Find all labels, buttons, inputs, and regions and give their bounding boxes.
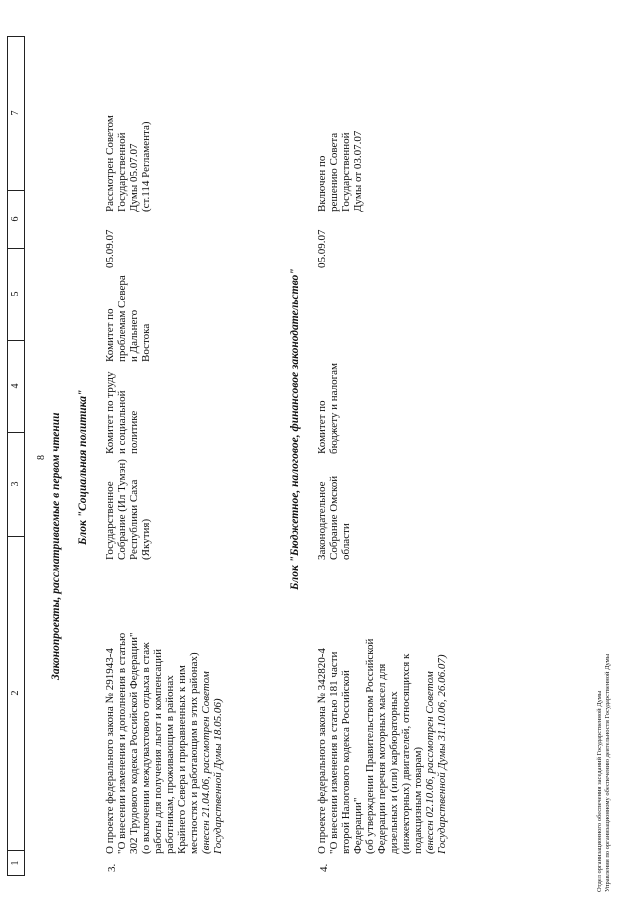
column-number: 7 <box>8 36 24 191</box>
footer-line: Управления по организационному обеспечению деятельности Государственной Думы <box>604 653 611 892</box>
bill-title <box>104 564 224 854</box>
bill-title-line: (об утверждении Правительством Российской <box>364 638 376 854</box>
co-committee-line: проблемам Севера <box>116 275 128 362</box>
bill-title-line: дизельных и (или) карбюраторных <box>388 691 400 854</box>
page-number: 8 <box>36 455 47 460</box>
column-number: 2 <box>8 536 24 851</box>
initiator-line: Законодательное <box>316 481 328 560</box>
bill-title-line: О проекте федерального закона № 342820-4 <box>316 648 328 854</box>
bill-title-line: (инжекторных) двигателей, относящихся к <box>400 653 412 854</box>
bill-title-line: (о включении междувахтового отдыха в стаж <box>140 642 152 854</box>
status <box>104 62 152 212</box>
footer-line: Отдел организационного обеспечения заседаний Государственной Думы <box>596 690 603 892</box>
initiator-line: Собрание (Ил Тумэн) <box>116 459 128 560</box>
footer <box>596 654 612 892</box>
co-committee-line: Комитет по <box>104 308 116 362</box>
bill-title-line: работы для получения льгот и компенсаций <box>152 649 164 854</box>
initiator-line: Республики Саха <box>128 479 140 560</box>
block-title-budget-tax: Блок "Бюджетное, налоговое, финансовое законодательство" <box>289 268 301 590</box>
initiator <box>316 456 352 560</box>
bill-title-line: Федерации" <box>352 797 364 854</box>
bill-title-line: 302 Трудового кодекса Российской Федерации" <box>128 632 140 854</box>
bill-title-line: местностях и работающим в этих районах) <box>188 652 200 854</box>
bill-title <box>316 564 448 854</box>
committee-line: бюджету и налогам <box>328 363 340 454</box>
initiator <box>104 456 152 560</box>
review-date: 05.09.07 <box>104 229 116 268</box>
bill-note-line: Государственной Думы 31.10.06, 26.06.07) <box>436 654 448 854</box>
status-line: Рассмотрен Советом <box>104 115 116 212</box>
bill-title-line: подакцизным товарам) <box>412 746 424 854</box>
review-date: 05.09.07 <box>316 229 328 268</box>
committee-line: политике <box>128 410 140 454</box>
bill-title-line: "О внесении изменения в статью 181 части <box>328 651 340 854</box>
co-committee-line: и Дальнего <box>128 309 140 362</box>
committee-line: Комитет по <box>316 400 328 454</box>
responsible-committee <box>316 354 340 454</box>
column-number: 4 <box>8 340 24 433</box>
bill-note-line: (внесен 21.04.06, рассмотрен Советом <box>200 671 212 854</box>
co-committee-line: Востока <box>140 323 152 362</box>
bill-note-line: Государственной Думы 18.05.06) <box>212 698 224 854</box>
bill-title-line: второй Налогового кодекса Российской <box>340 670 352 854</box>
co-executor-committee <box>104 272 152 362</box>
column-number: 5 <box>8 248 24 341</box>
status-line: решению Совета <box>328 132 340 212</box>
committee-line: Комитет по труду <box>104 371 116 454</box>
status-line: (ст.114 Регламента) <box>140 121 152 212</box>
committee-line: и социальной <box>116 390 128 454</box>
initiator-line: области <box>340 523 352 560</box>
column-number: 3 <box>8 432 24 537</box>
initiator-line: Государственное <box>104 481 116 560</box>
initiator-line: Собрание Омской <box>328 475 340 560</box>
column-number: 6 <box>8 190 24 249</box>
row-number: 4. <box>318 863 330 872</box>
bill-title-line: Федерации перечня моторных масел для <box>376 663 388 854</box>
responsible-committee <box>104 364 140 454</box>
status-line: Государственной <box>116 132 128 212</box>
initiator-line: (Якутия) <box>140 518 152 560</box>
status-line: Включен по <box>316 155 328 212</box>
bill-title-line: "О внесении изменения и дополнения в статью <box>116 632 128 854</box>
block-title-social-policy: Блок "Социальная политика" <box>77 389 89 545</box>
bill-title-line: Крайнего Севера и приравненных к ним <box>176 665 188 854</box>
status-line: Думы 05.07.07 <box>128 143 140 212</box>
status-line: Государственной <box>340 132 352 212</box>
bill-note-line: (внесен 02.10.06, рассмотрен Советом <box>424 671 436 854</box>
bill-title-line: работникам, проживающим в районах <box>164 675 176 854</box>
section-title: Законопроекты, рассматриваемые в первом чтении <box>50 412 62 680</box>
bill-title-line: О проекте федерального закона № 291943-4 <box>104 648 116 854</box>
column-number-header <box>7 36 25 876</box>
status <box>316 62 364 212</box>
status-line: Думы от 03.07.07 <box>352 130 364 212</box>
column-number: 1 <box>10 860 21 866</box>
row-number: 3. <box>106 863 118 872</box>
